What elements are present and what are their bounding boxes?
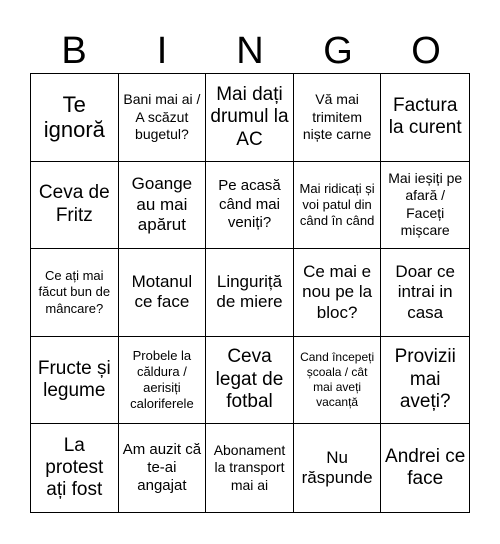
- bingo-board: [30, 73, 470, 513]
- cell-text: Am auzit că te-ai angajat: [122, 440, 202, 495]
- cell-text: Ceva legat de fotbal: [215, 346, 284, 413]
- header-letter-g: G: [323, 30, 353, 72]
- header-letter-o: O: [411, 30, 441, 72]
- bingo-cell[interactable]: [31, 74, 119, 162]
- header-letter-b: B: [61, 30, 87, 72]
- cell-text: Provizii mai aveți?: [394, 346, 456, 413]
- bingo-cell[interactable]: [206, 424, 294, 512]
- cell-text: Factura la curent: [388, 94, 462, 139]
- bingo-cell[interactable]: [381, 249, 469, 337]
- bingo-cell[interactable]: [206, 337, 294, 425]
- bingo-cell[interactable]: [119, 424, 207, 512]
- bingo-cell[interactable]: [31, 162, 119, 250]
- cell-text: Bani mai ai / A scăzut bugetul?: [123, 91, 201, 143]
- cell-text: Cand începeți școala / cât mai aveți vacanță: [300, 350, 375, 410]
- cell-text: Mai ieșiți pe afară / Faceți mișcare: [388, 169, 463, 239]
- cell-text: Vă mai trimitem niște carne: [302, 91, 372, 143]
- cell-text: Nu răspunde: [301, 447, 373, 488]
- bingo-cell[interactable]: [119, 249, 207, 337]
- cell-text: Probele la căldura / aerisiți caloriferele: [130, 347, 194, 412]
- cell-text: Linguriță de miere: [216, 272, 283, 312]
- cell-text: La protest ați fost: [45, 434, 104, 501]
- bingo-cell[interactable]: [381, 424, 469, 512]
- cell-text: Ceva de Fritz: [38, 182, 110, 226]
- cell-text: Fructe și legume: [37, 357, 111, 402]
- cell-text: Te ignoră: [43, 92, 105, 143]
- cell-text: Mai dați drumul la AC: [210, 83, 289, 150]
- cell-text: Pe acasă când mai veniți?: [218, 177, 281, 232]
- header-letter-i: I: [156, 30, 168, 72]
- cell-text: Mai ridicați și voi patul din când în când: [299, 180, 375, 229]
- bingo-cell[interactable]: [294, 424, 382, 512]
- cell-text: Goange au mai apărut: [131, 174, 193, 235]
- bingo-cell[interactable]: [381, 162, 469, 250]
- bingo-cell[interactable]: [31, 424, 119, 512]
- bingo-cell[interactable]: [119, 74, 207, 162]
- bingo-cell[interactable]: [294, 162, 382, 250]
- bingo-cell[interactable]: [31, 337, 119, 425]
- bingo-cell[interactable]: [294, 74, 382, 162]
- cell-text: Ce ați mai făcut bun de mâncare?: [38, 268, 111, 316]
- header-letter-n: N: [236, 30, 264, 72]
- cell-text: Abonament la transport mai ai: [213, 441, 286, 493]
- bingo-cell[interactable]: [119, 337, 207, 425]
- bingo-cell[interactable]: [31, 249, 119, 337]
- bingo-cell[interactable]: [206, 249, 294, 337]
- bingo-cell[interactable]: [119, 162, 207, 250]
- cell-text: Motanul ce face: [131, 272, 193, 312]
- cell-text: Andrei ce face: [385, 445, 466, 490]
- bingo-cell[interactable]: [381, 337, 469, 425]
- bingo-cell[interactable]: [206, 162, 294, 250]
- bingo-header: [30, 28, 470, 74]
- bingo-cell[interactable]: [381, 74, 469, 162]
- cell-text: Doar ce intrai in casa: [395, 261, 455, 322]
- bingo-cell[interactable]: [294, 249, 382, 337]
- cell-text: Ce mai e nou pe la bloc?: [302, 261, 373, 322]
- bingo-cell[interactable]: [294, 337, 382, 425]
- bingo-cell[interactable]: [206, 74, 294, 162]
